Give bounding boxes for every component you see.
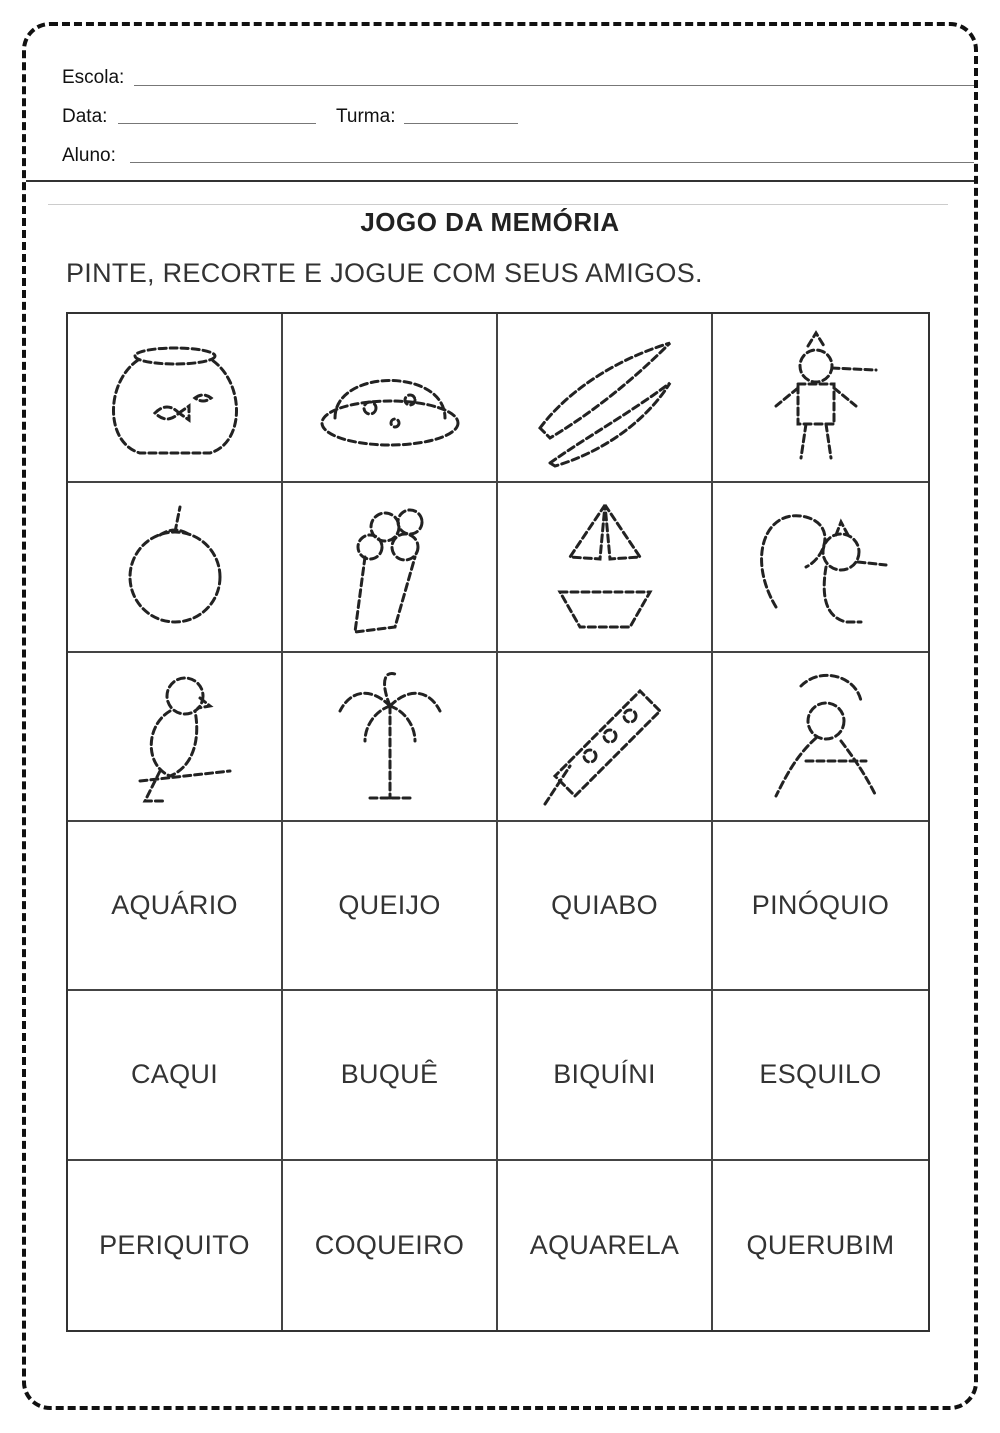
word-card[interactable] [713, 1161, 928, 1330]
word-label: COQUEIRO [314, 1229, 465, 1260]
word-card[interactable] [498, 1161, 713, 1330]
squirrel-icon [746, 497, 896, 637]
picture-card[interactable] [713, 653, 928, 822]
word-label: QUERUBIM [746, 1229, 895, 1260]
word-label: BUQUÊ [340, 1059, 439, 1090]
data-label: Data: [62, 106, 108, 127]
parakeet-icon [100, 666, 250, 806]
word-label: PERIQUITO [99, 1229, 250, 1260]
watercolor-icon [530, 666, 680, 806]
word-card[interactable] [498, 991, 713, 1160]
picture-card[interactable] [283, 653, 498, 822]
header-separator [26, 180, 974, 182]
memory-game-grid [66, 312, 930, 1332]
word-card[interactable] [68, 991, 283, 1160]
word-card[interactable] [283, 822, 498, 991]
escola-line[interactable] [134, 85, 974, 86]
picture-card[interactable] [713, 483, 928, 652]
aluno-label: Aluno: [62, 145, 116, 166]
word-card[interactable] [498, 822, 713, 991]
word-card[interactable] [68, 1161, 283, 1330]
picture-card[interactable] [283, 314, 498, 483]
word-label: AQUÁRIO [111, 890, 238, 921]
bouquet-icon [315, 497, 465, 637]
picture-card[interactable] [713, 314, 928, 483]
word-label: QUEIJO [338, 890, 441, 921]
word-card[interactable] [713, 822, 928, 991]
picture-card[interactable] [498, 653, 713, 822]
word-card[interactable] [713, 991, 928, 1160]
picture-card[interactable] [498, 483, 713, 652]
data-line[interactable] [118, 123, 316, 124]
word-label: CAQUI [130, 1059, 218, 1090]
word-card[interactable] [283, 991, 498, 1160]
bikini-icon [530, 497, 680, 637]
persimmon-icon [100, 497, 250, 637]
word-card[interactable] [68, 822, 283, 991]
picture-card[interactable] [68, 653, 283, 822]
picture-card[interactable] [68, 314, 283, 483]
word-label: ESQUILO [759, 1059, 882, 1090]
picture-card[interactable] [283, 483, 498, 652]
page-title: JOGO DA MEMÓRIA [360, 207, 620, 237]
section-separator [48, 204, 948, 205]
picture-card[interactable] [498, 314, 713, 483]
cherub-icon [746, 666, 896, 806]
word-card[interactable] [283, 1161, 498, 1330]
aluno-line[interactable] [130, 162, 974, 163]
okra-icon [530, 328, 680, 468]
picture-card[interactable] [68, 483, 283, 652]
escola-label: Escola: [62, 67, 125, 88]
instruction-text: PINTE, RECORTE E JOGUE COM SEUS AMIGOS. [66, 258, 703, 288]
word-label: BIQUÍNI [553, 1059, 656, 1090]
word-label: PINÓQUIO [751, 890, 890, 921]
cheese-icon [315, 328, 465, 468]
word-label: QUIABO [551, 890, 658, 921]
turma-line[interactable] [404, 123, 518, 124]
fishbowl-icon [100, 328, 250, 468]
coconut-tree-icon [315, 666, 465, 806]
word-label: AQUARELA [529, 1229, 680, 1260]
pinocchio-icon [746, 328, 896, 468]
turma-label: Turma: [336, 106, 396, 127]
